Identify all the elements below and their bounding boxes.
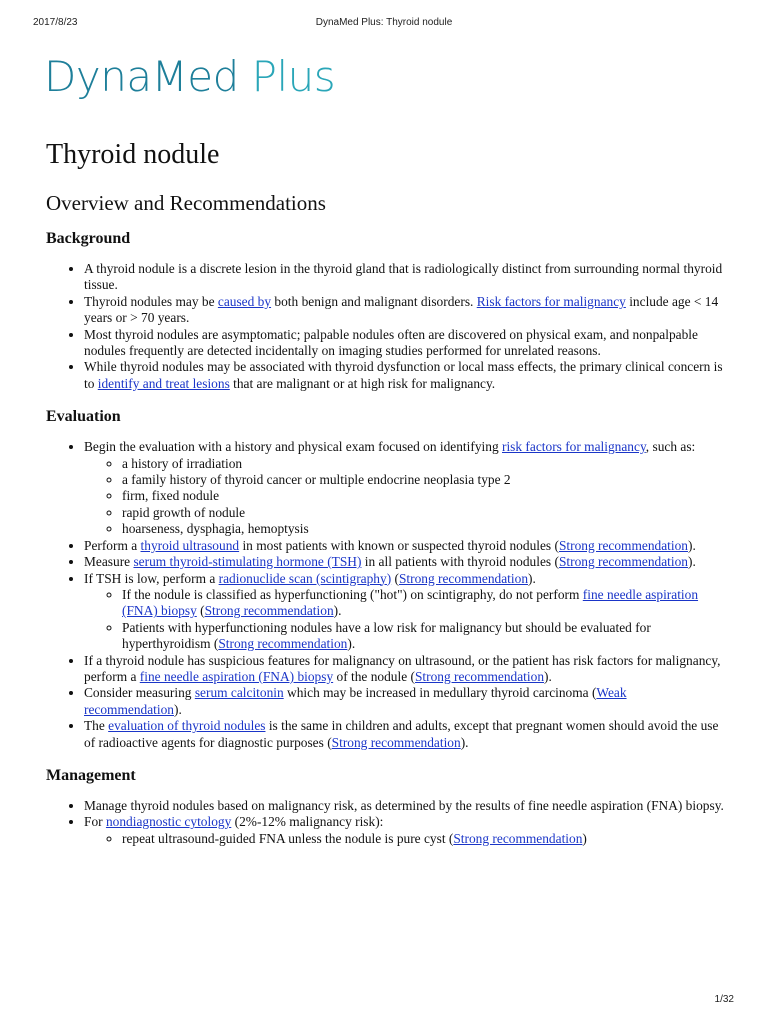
link-evaluation-thyroid-nodules[interactable]: evaluation of thyroid nodules (108, 718, 266, 734)
list-item: • For nondiagnostic cytology (2%-12% malignancy risk): ◦ repeat ultrasound-guided FNA unless the nodule is pure cyst (Strong recommendation) (84, 814, 726, 847)
link-thyroid-ultrasound[interactable]: thyroid ultrasound (140, 537, 240, 553)
list-item: ◦ Patients with hyperfunctioning nodules have a low risk for malignancy but should be evaluated for hyperthyroidism (Strong recommendation). (122, 620, 726, 653)
print-date: 2017/8/23 (33, 17, 78, 28)
logo-main: DynaMed (44, 52, 239, 101)
list-item: ◦ If the nodule is classified as hyperfunctioning ("hot") on scintigraphy, do not perform fine needle aspiration (FNA) biopsy (Strong recommendation). (122, 587, 726, 620)
list-item: ◦ repeat ultrasound-guided FNA unless the nodule is pure cyst (Strong recommendation) (122, 831, 726, 847)
list-item: • If a thyroid nodule has suspicious features for malignancy on ultrasound, or the patient has risk factors for malignancy, perform a fine needle aspiration (FNA) biopsy of the nodule (Strong recommendation). (84, 653, 726, 686)
management-list (46, 798, 726, 847)
list-item: • If TSH is low, perform a radionuclide scan (scintigraphy) (Strong recommendation). ◦ If the nodule is classified as hyperfunctioning ("hot") on scintigraphy, do not perform fine needle aspiration (FNA) biopsy (Strong recommendation). ◦ Patients with hyperfunctioning nodules have a low risk for malignancy but should be evaluated for hyperthyroidism (Strong recommendation). (84, 571, 726, 653)
background-heading: Background (46, 230, 131, 247)
link-strong-recommendation[interactable]: Strong recommendation (414, 668, 545, 684)
link-strong-recommendation[interactable]: Strong recommendation (453, 830, 583, 846)
list-item: ◦ rapid growth of nodule (122, 505, 726, 521)
dynamed-plus-logo[interactable] (44, 52, 335, 101)
list-item: ◦ a family history of thyroid cancer or multiple endocrine neoplasia type 2 (122, 472, 726, 488)
link-identify-treat[interactable]: identify and treat lesions (97, 375, 230, 391)
list-item: • Thyroid nodules may be caused by both benign and malignant disorders. Risk factors for malignancy include age < 14 years or > 70 years. (84, 294, 726, 327)
list-item: ◦ firm, fixed nodule (122, 488, 726, 504)
list-item: • Perform a thyroid ultrasound in most patients with known or suspected thyroid nodules (Strong recommendation). (84, 538, 726, 554)
list-item: • Consider measuring serum calcitonin which may be increased in medullary thyroid carcinoma (Weak recommendation). (84, 685, 726, 718)
link-serum-tsh[interactable]: serum thyroid-stimulating hormone (TSH) (133, 554, 362, 570)
evaluation-list (46, 439, 726, 751)
evaluation-heading: Evaluation (46, 408, 121, 426)
list-item: • Most thyroid nodules are asymptomatic; palpable nodules often are discovered on physical exam, and nonpalpable nodules frequently are detected incidentally on imaging studies performed for unrelated reasons. (84, 327, 726, 360)
list-item: • A thyroid nodule is a discrete lesion in the thyroid gland that is radiologically distinct from surrounding normal thyroid tissue. (84, 261, 726, 294)
page-title: Thyroid nodule (46, 139, 220, 170)
link-fna-biopsy[interactable]: fine needle aspiration (FNA) biopsy (122, 586, 699, 619)
management-heading: Management (46, 766, 136, 784)
link-strong-recommendation[interactable]: Strong recommendation (218, 636, 348, 652)
nondiagnostic-sublist (84, 831, 726, 847)
list-item: • Measure serum thyroid-stimulating hormone (TSH) in all patients with thyroid nodules (Strong recommendation). (84, 554, 726, 570)
link-strong-recommendation[interactable]: Strong recommendation (558, 554, 688, 570)
link-strong-recommendation[interactable]: Strong recommendation (398, 570, 529, 586)
link-radionuclide-scan[interactable]: radionuclide scan (scintigraphy) (218, 570, 392, 586)
page-number: 1/32 (714, 994, 734, 1005)
overview-heading: Overview and Recommendations (46, 191, 326, 215)
background-list (46, 261, 726, 392)
link-nondiagnostic-cytology[interactable]: nondiagnostic cytology (105, 814, 232, 830)
list-item: • Begin the evaluation with a history and physical exam focused on identifying risk factors for malignancy, such as: ◦ a history of irradiation ◦ a family history of thyroid cancer or multiple endocrine neoplasia type 2 ◦ firm, fixed nodule ◦ rapid growth of nodule ◦ hoarseness, dysphagia, hemoptysis (84, 439, 726, 537)
link-risk-factors-malignancy[interactable]: risk factors for malignancy (502, 439, 646, 455)
article-content (46, 136, 726, 847)
link-strong-recommendation[interactable]: Strong recommendation (558, 537, 688, 553)
print-title: DynaMed Plus: Thyroid nodule (315, 17, 453, 28)
list-item: • Manage thyroid nodules based on malignancy risk, as determined by the results of fine needle aspiration (FNA) biopsy. (84, 798, 726, 814)
link-strong-recommendation[interactable]: Strong recommendation (204, 603, 334, 619)
list-item: ◦ a history of irradiation (122, 456, 726, 472)
logo-plus: Plus (251, 52, 336, 101)
list-item: ◦ hoarseness, dysphagia, hemoptysis (122, 521, 726, 537)
link-caused-by[interactable]: caused by (217, 293, 272, 309)
link-weak-recommendation[interactable]: Weak recommendation (84, 685, 627, 717)
link-serum-calcitonin[interactable]: serum calcitonin (194, 685, 284, 701)
risk-factor-sublist (84, 456, 726, 538)
link-strong-recommendation[interactable]: Strong recommendation (331, 734, 461, 750)
list-item: • While thyroid nodules may be associated with thyroid dysfunction or local mass effects, the primary clinical concern is to identify and treat lesions that are malignant or at high risk for malignancy. (84, 359, 726, 392)
link-risk-factors[interactable]: Risk factors for malignancy (476, 293, 626, 309)
tsh-sublist (84, 587, 726, 653)
link-fna-biopsy[interactable]: fine needle aspiration (FNA) biopsy (139, 668, 334, 684)
list-item: • The evaluation of thyroid nodules is the same in children and adults, except that pregnant women should avoid the use of radioactive agents for diagnostic purposes (Strong recommendation). (84, 718, 726, 751)
